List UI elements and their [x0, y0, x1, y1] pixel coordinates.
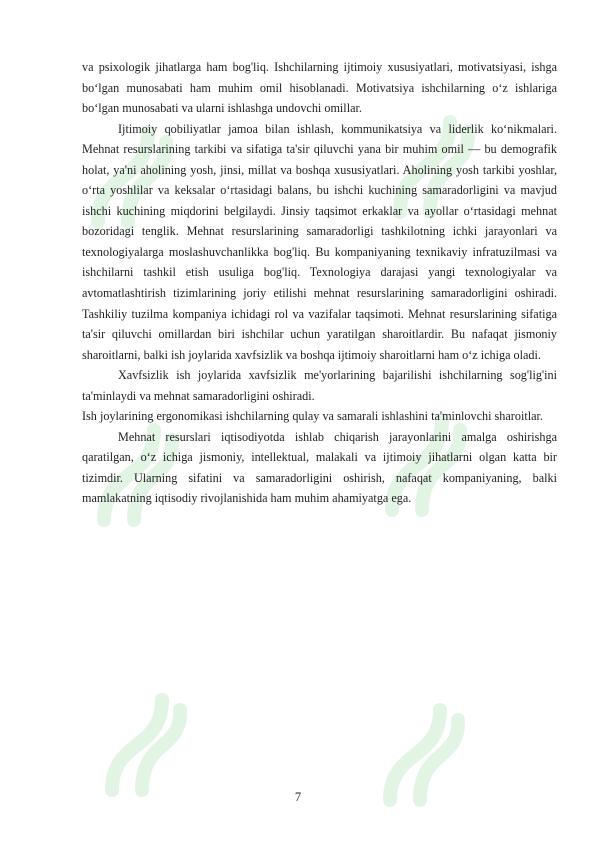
paragraph-2: Ijtimoiy qobiliyatlar jamoa bilan ishlash, kommunikatsiya va liderlik ko‘nikmalari. Mehnat resurslarining tarkibi va sifatiga ta'sir qiluvchi yana bir muhim omil — bu demografik holat, ya'ni aholining yosh, jinsi, millat va boshqa xususiyatlari. Aholining yosh tarkibi yoshlar, o‘rta yoshlilar va keksalar o‘rtasidagi balans, bu ishchi kuchining samaradorligini va mavjud ishchi kuchining miqdorini belgilaydi. Jinsiy taqsimot erkaklar va ayollar o‘rtasidagi mehnat bozoridagi tenglik. Mehnat resurslarining samaradorligi tashkilotning ichki jarayonlari va texnologiyalarga moslashuvchanlikka bog'liq. Bu kompaniyaning texnikaviy infratuzilmasi va ishchilarni tashkil etish usuliga bog'liq. Texnologiya darajasi yangi texnologiyalar va avtomatlashtirish tizimlarining joriy etilishi mehnat resurslarining samaradorligini oshiradi. Tashkiliy tuzilma kompaniya ichidagi rol va vazifalar taqsimoti. Mehnat resurslarining sifatiga ta'sir qiluvchi omillardan biri ishchilar uchun yaratilgan sharoitlardir. Bu nafaqat jismoniy sharoitlarni, balki ish joylarida xavfsizlik va boshqa ijtimoiy sharoitlarni ham o‘z ichiga oladi. [82, 121, 557, 362]
paragraph-5: Mehnat resurslari iqtisodiyotda ishlab chiqarish jarayonlarini amalga oshirishga qaratilgan, o‘z ichiga jismoniy, intellektual, malakali va ijtimoiy jihatlarni olgan katta bir tizimdir. Ularning sifatini va samaradorligini oshirish, nafaqat kompaniyaning, balki mamlakatning iqtisodiy rivojlanishida ham muhim ahamiyatga ega. [82, 429, 557, 506]
watermark-logo-bottom-left [92, 680, 188, 800]
body-text [82, 57, 557, 509]
paragraph-1: va psixologik jihatlarga ham bog'liq. Ishchilarning ijtimoiy xususiyatlari, motivatsiyasi, ishga bo‘lgan munosabati ham muhim omil hisoblanadi. Motivatsiya ishchilarning o‘z ishlariga bo‘lgan munosabati va ularni ishlashga undovchi omillar. [82, 60, 557, 116]
paragraph-4: Ish joylarining ergonomikasi ishchilarning qulay va samarali ishlashini ta'minlovchi sharoitlar. [82, 409, 543, 424]
paragraph-3: Xavfsizlik ish joylarida xavfsizlik me'yorlarining bajarilishi ishchilarning sog'lig'ini ta'minlaydi va mehnat samaradorligini oshiradi. [82, 368, 557, 403]
page-number: 7 [294, 790, 302, 804]
